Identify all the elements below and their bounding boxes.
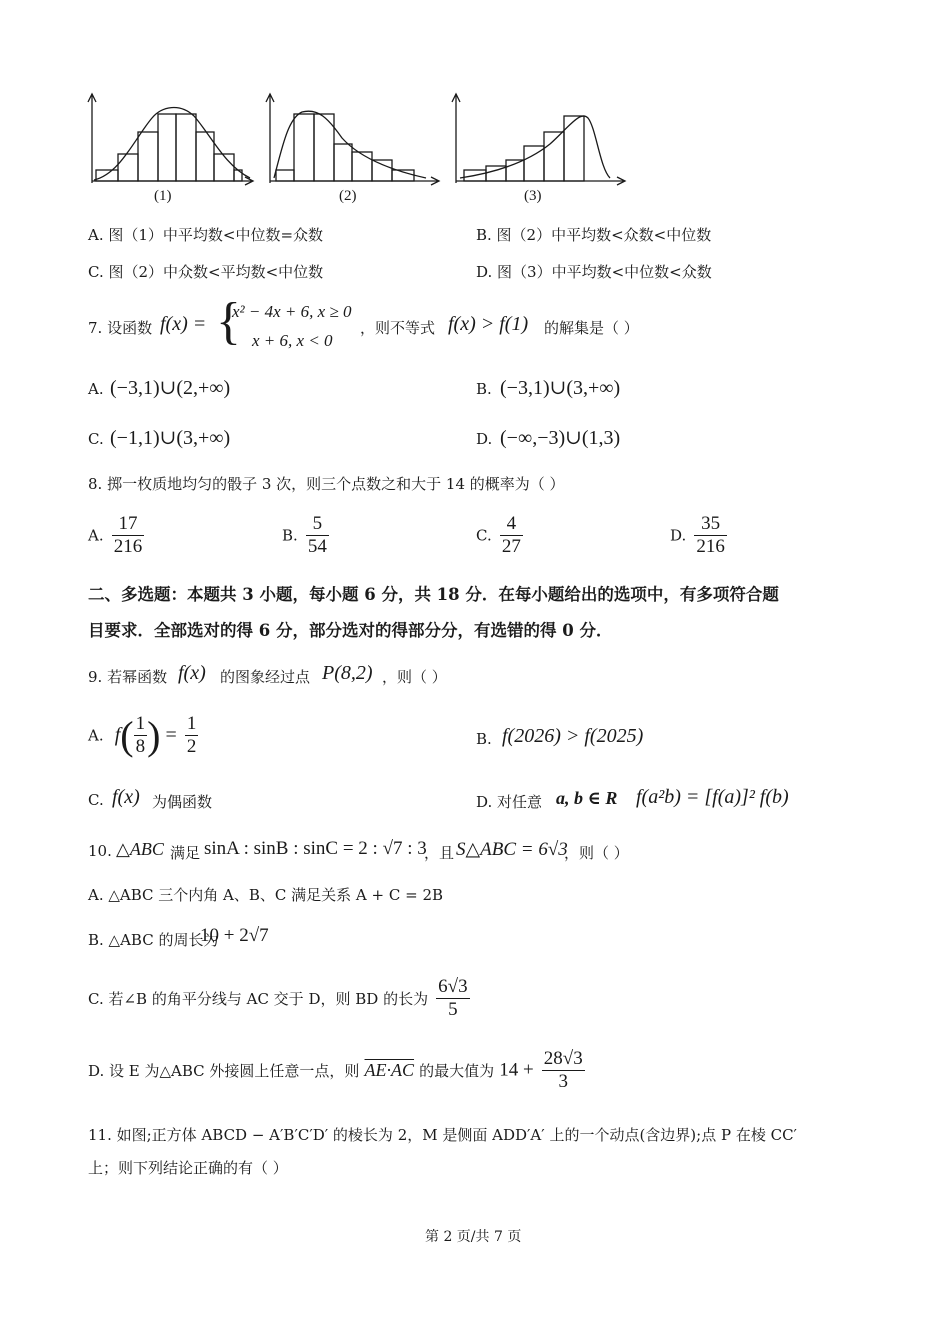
q9-option-a-label: A. <box>88 726 104 745</box>
q9-option-a-arg: $\frac{1}{8}$ <box>135 713 146 757</box>
graph-label-3: (3) <box>524 188 542 204</box>
q9-option-a-rparen: ) <box>147 713 161 758</box>
q8-option-b-fraction: $\frac{5}{54}$ <box>307 513 327 557</box>
q10-option-b-value: 10 + 2√7 <box>200 925 269 946</box>
q10-stem2: ，且 <box>424 844 455 862</box>
q8-option-a-fraction: $\frac{17}{216}$ <box>113 513 143 557</box>
q10-option-d-value: 14 + <box>499 1059 534 1081</box>
q9-fx: f(x) <box>178 662 206 684</box>
q9-option-a-f: f <box>114 724 121 746</box>
q8-option-b <box>282 513 332 558</box>
q9-option-a-eq: = <box>165 724 177 746</box>
histogram-figures <box>80 88 640 188</box>
q7-function: f(x) = <box>160 313 207 335</box>
q8-option-c-label: C. <box>476 526 492 545</box>
section2-heading-line2: 目要求．全部选对的得 6 分，部分选对的得部分分，有选错的得 0 分． <box>88 621 613 640</box>
q10-stem1: 满足 <box>170 844 201 862</box>
q10-prefix: 10. <box>88 842 112 860</box>
q10-option-a: A. △ABC 三个内角 A、B、C 满足关系 A + C = 2B <box>88 886 444 904</box>
q8-option-b-label: B. <box>282 526 298 545</box>
q8-option-d-fraction: $\frac{35}{216}$ <box>696 513 725 557</box>
q7-option-c: (−1,1)∪(3,+∞) <box>110 427 231 449</box>
q10-area: S△ABC = 6√3 <box>456 839 568 860</box>
q7-brace: { <box>216 293 241 350</box>
q9-option-c-text: 为偶函数 <box>152 793 213 811</box>
q8-option-c-fraction: $\frac{4}{27}$ <box>501 513 521 557</box>
q6-option-d: D. 图（3）中平均数<中位数<众数 <box>476 263 712 281</box>
q7-option-a-label: A. <box>88 380 104 398</box>
q10-triangle: △ABC <box>116 839 164 859</box>
q9-option-c-label: C. <box>88 791 104 809</box>
q10-option-d-text: D. 设 E 为△ABC 外接圆上任意一点，则 <box>88 1062 360 1080</box>
q9-option-a-lparen: ( <box>120 713 134 758</box>
q9-prefix: 9. 若幂函数 <box>88 668 168 686</box>
section2-heading-line1: 二、多选题：本题共 3 小题，每小题 6 分，共 18 分．在每小题给出的选项中，有多项符合题 <box>88 585 779 604</box>
q6-option-a: A. 图（1）中平均数<中位数=众数 <box>88 226 324 244</box>
q11-line2: 上；则下列结论正确的有（ ） <box>88 1159 288 1177</box>
q8-stem: 8. 掷一枚质地均匀的骰子 3 次，则三个点数之和大于 14 的概率为（ ） <box>88 475 565 493</box>
q10-option-c-text: C. 若∠B 的角平分线与 AC 交于 D，则 BD 的长为 <box>88 990 429 1008</box>
graph-label-2: (2) <box>339 188 357 204</box>
q7-option-c-label: C. <box>88 430 104 448</box>
q10-ratio: sinA : sinB : sinC = 2 : √7 : 3 <box>204 838 427 859</box>
q8-option-a-label: A. <box>88 526 104 545</box>
q7-option-b-label: B. <box>476 380 492 398</box>
q9-option-c-fx: f(x) <box>112 786 140 808</box>
q9-option-b-label: B. <box>476 730 492 748</box>
q10-option-d-fraction: $\frac{28√3}{3}$ <box>543 1048 583 1092</box>
q10-option-d <box>88 1048 588 1093</box>
q7-inequality: f(x) > f(1) <box>448 313 529 335</box>
q9-option-b: f(2026) > f(2025) <box>502 725 644 747</box>
q7-option-d-label: D. <box>476 430 493 448</box>
q7-prefix: 7. 设函数 <box>88 319 153 337</box>
q9-suffix: ，则（ ） <box>382 668 447 686</box>
q10-option-d-vector: AE·AC <box>364 1060 415 1080</box>
q11-line1: 11. 如图;正方体 ABCD − A′B′C′D′ 的棱长为 2，M 是侧面 ADD′A′ 上的一个动点(含边界);点 P 在棱 CC′ <box>88 1126 797 1144</box>
q9-mid: 的图象经过点 <box>220 668 311 686</box>
q8-option-a <box>88 513 147 558</box>
q7-case2: x + 6, x < 0 <box>252 331 333 350</box>
q7-option-b: (−3,1)∪(3,+∞) <box>500 377 621 399</box>
q8-option-d <box>670 513 730 558</box>
q9-option-d-vars: a, b ∈ R <box>556 788 618 808</box>
q10-stem3: ，则（ ） <box>564 844 629 862</box>
q10-option-d-mid: 的最大值为 <box>419 1062 495 1080</box>
q9-point: P(8,2) <box>322 662 373 684</box>
q10-option-c-fraction: $\frac{6√3}{5}$ <box>438 976 468 1020</box>
q7-option-a: (−3,1)∪(2,+∞) <box>110 377 231 399</box>
q8-option-d-label: D. <box>670 526 687 545</box>
q7-case1: x² − 4x + 6, x ≥ 0 <box>232 302 352 321</box>
q6-option-c: C. 图（2）中众数<平均数<中位数 <box>88 263 324 281</box>
q8-option-c <box>476 513 526 558</box>
q9-option-d-label: D. 对任意 <box>476 793 543 811</box>
q9-option-a <box>88 712 201 759</box>
q9-option-d-expr: f(a²b) = [f(a)]² f(b) <box>636 786 789 808</box>
q7-suffix: 的解集是（ ） <box>544 319 639 337</box>
q10-option-b-text: B. △ABC 的周长为 <box>88 931 219 949</box>
q7-option-d: (−∞,−3)∪(1,3) <box>500 427 621 449</box>
q6-option-b: B. 图（2）中平均数<众数<中位数 <box>476 226 712 244</box>
graph-label-1: (1) <box>154 188 172 204</box>
q10-option-c <box>88 976 473 1021</box>
q9-option-a-value: $\frac{1}{2}$ <box>186 713 197 757</box>
q7-mid: ，则不等式 <box>360 319 436 337</box>
page-footer: 第 2 页/共 7 页 <box>425 1229 522 1245</box>
